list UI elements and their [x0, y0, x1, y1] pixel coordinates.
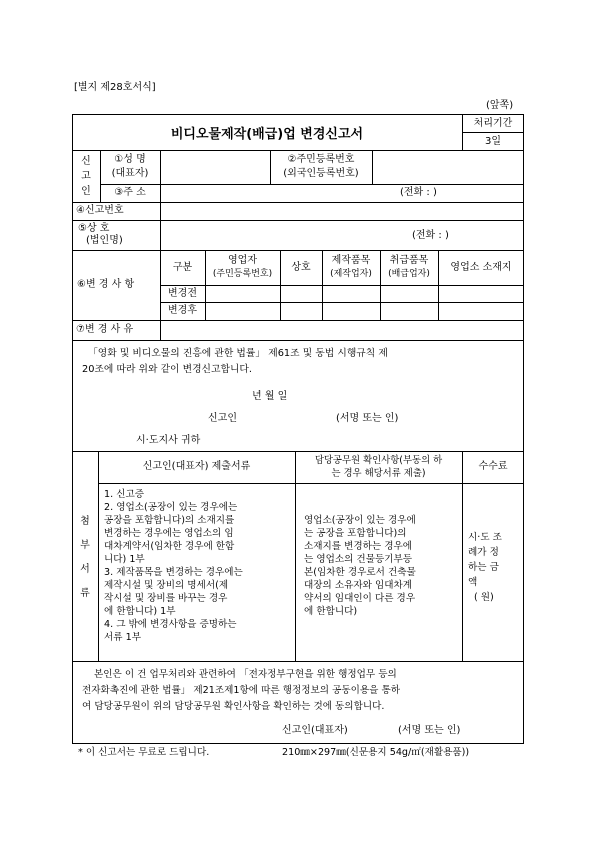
rrn-input[interactable] — [373, 151, 523, 183]
col1-header: 신고인(대표자) 제출서류 — [142, 461, 251, 472]
reporter-group-label: 신 고 인 — [81, 156, 91, 197]
official-verification-list: 영업소(공장이 있는 경우에 는 공장을 포함합니다)의 소재지를 변경하는 경우에 는 영업소의 건물등기부등 본(임차한 경우로서 건축물 대장의 소유자와 임대차계 약서의 임대인이 다른 경우 에 한합니다) — [304, 515, 416, 617]
changes-label: ⑥변 경 사 항 — [77, 279, 135, 290]
trade-name-input[interactable] — [161, 221, 391, 249]
consent-sign: (서명 또는 인) — [398, 725, 461, 736]
rrn-sub-label: (외국인등록번호) — [283, 168, 359, 179]
row-after-inputs[interactable] — [206, 303, 523, 319]
rrn-label: ②주민등록번호 — [287, 154, 355, 165]
col2-header-2: 는 경우 해당서류 제출) — [331, 468, 426, 479]
row-before-label: 변경전 — [168, 288, 197, 299]
processing-period-label: 처리기간 — [473, 118, 513, 129]
declaration-date: 년 월 일 — [252, 391, 288, 402]
fee-text: 시·도 조 례가 정 하는 금 액 ( 원) — [468, 532, 502, 603]
attachments-group-label: 첨 부 서 류 — [80, 516, 90, 599]
name-sub-label: (대표자) — [111, 168, 149, 179]
th-office-location: 영업소 소재지 — [450, 262, 512, 273]
col3-header: 수수료 — [478, 461, 508, 472]
trade-name-sub-label: (법인명) — [86, 235, 123, 246]
form-number: [별지 제28호서식] — [74, 82, 156, 93]
report-number-input[interactable] — [161, 203, 523, 219]
processing-period-value: 3일 — [484, 136, 502, 147]
th-operator: 영업자 — [228, 255, 257, 266]
form-title: 비디오물제작(배급)업 변경신고서 — [170, 126, 364, 142]
th-handled-items: 취급품목 — [389, 255, 429, 266]
consent-line-3: 여 담당공무원이 위의 담당공무원 확인사항을 확인하는 것에 동의합니다. — [82, 701, 385, 712]
trade-name-label: ⑤상 호 — [78, 223, 110, 234]
page-side-label: (앞쪽) — [486, 100, 514, 111]
consent-signer: 신고인(대표자) — [282, 725, 348, 736]
th-production-items: 제작품목 — [331, 255, 371, 266]
consent-line-1: 본인은 이 건 업무처리와 관련하여 「전자정부구현을 위한 행정업무 등의 — [94, 669, 397, 680]
row-after-label: 변경후 — [168, 305, 197, 316]
consent-line-2: 전자화촉진에 관한 법률」 제21조제1항에 따른 행정정보의 공동이용을 통하 — [82, 685, 401, 696]
address-input[interactable] — [161, 185, 391, 201]
declaration-line-1: 「영화 및 비디오물의 진흥에 관한 법률」 제61조 및 동법 시행규칙 제 — [88, 348, 388, 359]
th-production-items-sub: (제작업자) — [330, 269, 372, 279]
phone-label: (전화 : ) — [400, 187, 437, 198]
declaration-reporter: 신고인 — [208, 413, 237, 424]
th-division: 구분 — [172, 262, 193, 273]
name-input[interactable] — [161, 151, 269, 183]
th-operator-sub: (주민등록번호) — [212, 269, 273, 279]
report-number-label: ④신고번호 — [76, 205, 124, 216]
col2-header-1: 담당공무원 확인사항(부동의 하 — [314, 455, 443, 466]
phone2-label: (전화 : ) — [412, 230, 449, 241]
address-label: ③주 소 — [114, 187, 146, 198]
row-before-inputs[interactable] — [206, 286, 523, 301]
footer-note: * 이 신고서는 무료로 드립니다. — [78, 747, 210, 758]
submitted-documents-list: 1. 신고증 2. 영업소(공장이 있는 경우에는 공장을 포함합니다)의 소재지를 변경하는 경우에는 영업소의 임 대차계약서(임차한 경우에 한함 니다) 1부 3. 제작품목을 변경하는 경우에는 제작시설 및 장비의 명세서(제 작시설 및 장비를 바꾸는 경우 에 한합니다) 1부 4. 그 밖에 변경사항을 증명하는 서류 1부 — [104, 489, 243, 643]
th-handled-items-sub: (배급업자) — [388, 269, 430, 279]
name-label: ①성 명 — [114, 154, 146, 165]
reason-label: ⑦변 경 사 유 — [76, 324, 134, 335]
declaration-recipient: 시·도지사 귀하 — [136, 435, 201, 446]
declaration-sign: (서명 또는 인) — [336, 413, 399, 424]
reason-input[interactable] — [161, 321, 523, 339]
th-trade-name: 상호 — [291, 262, 311, 273]
declaration-line-2: 20조에 따라 위와 같이 변경신고합니다. — [82, 364, 252, 375]
footer-paper-spec: 210㎜×297㎜(신문용지 54g/㎡(재활용품)) — [282, 747, 470, 758]
